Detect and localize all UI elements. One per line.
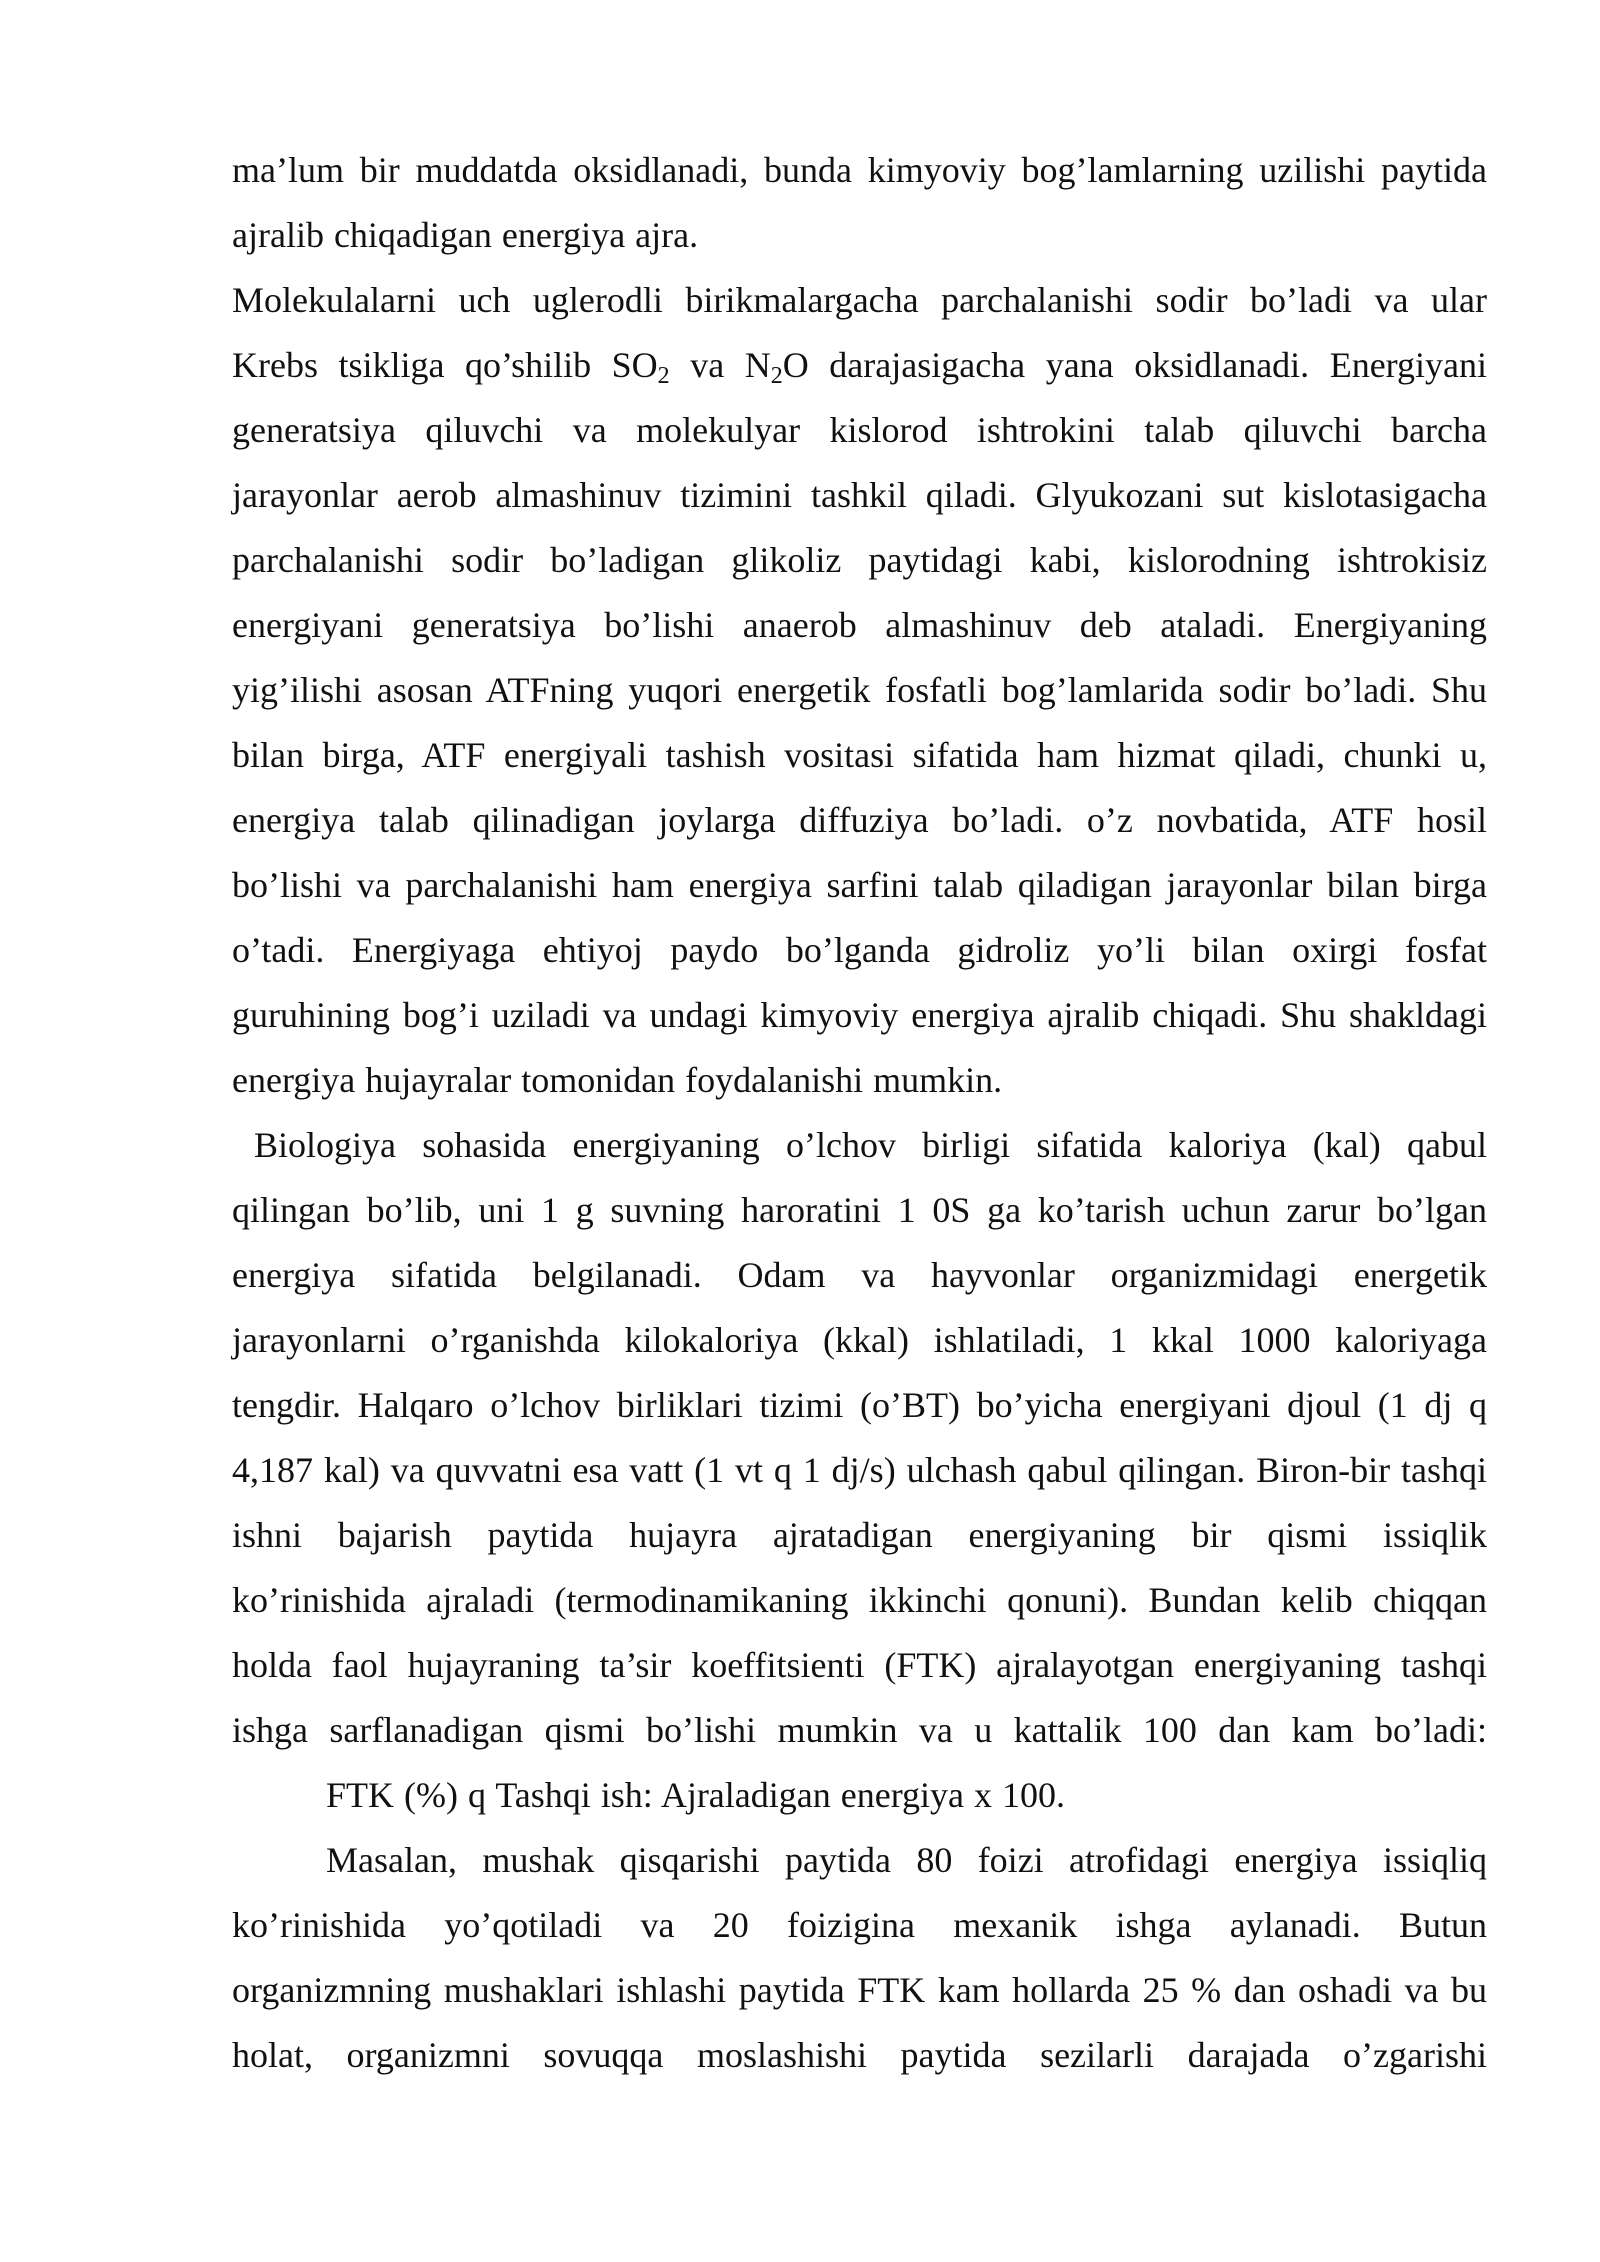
text-line: jarayonlarni o’rganishda kilokaloriya (kkal) ishlatiladi, 1 kkal 1000 kaloriyaga <box>232 1320 1487 1360</box>
text-fragment: va N <box>669 345 771 385</box>
formula-line: FTK (%) q Tashqi ish: Ajraladigan energiya x 100. <box>326 1775 1066 1815</box>
paragraph-1 <box>232 138 1487 268</box>
text-line: yig’ilishi asosan ATFning yuqori energetik fosfatli bog’lamlarida sodir bo’ladi. Shu <box>232 670 1487 710</box>
subscript: 2 <box>770 363 783 389</box>
text-line: parchalanishi sodir bo’ladigan glikoliz paytidagi kabi, kislorodning ishtrokisiz <box>232 540 1487 580</box>
text-line: ko’rinishida ajraladi (termodinamikaning ikkinchi qonuni). Bundan kelib chiqqan <box>232 1580 1487 1620</box>
text-line: ajralib chiqadigan energiya ajra. <box>232 215 699 255</box>
text-line: bilan birga, ATF energiyali tashish vositasi sifatida ham hizmat qiladi, chunki u, <box>232 735 1487 775</box>
text-line: ishga sarflanadigan qismi bo’lishi mumkin va u kattalik 100 dan kam bo’ladi: <box>232 1710 1487 1750</box>
text-line: organizmning mushaklari ishlashi paytida FTK kam hollarda 25 % dan oshadi va bu <box>232 1970 1487 2010</box>
text-line: qilingan bo’lib, uni 1 g suvning haroratini 1 0S ga ko’tarish uchun zarur bo’lgan <box>232 1190 1487 1230</box>
text-fragment: O darajasigacha yana oksidlanadi. Energiyani <box>782 345 1488 385</box>
text-line: ishni bajarish paytida hujayra ajratadigan energiyaning bir qismi issiqlik <box>232 1515 1487 1555</box>
text-line: Molekulalarni uch uglerodli birikmalargacha parchalanishi sodir bo’ladi va ular <box>232 280 1487 320</box>
text-line: holda faol hujayraning ta’sir koeffitsienti (FTK) ajralayotgan energiyaning tashqi <box>232 1645 1487 1685</box>
paragraph-formula <box>232 1763 1487 1828</box>
text-line: tengdir. Halqaro o’lchov birliklari tizimi (o’BT) bo’yicha energiyani djoul (1 dj q <box>232 1385 1487 1425</box>
paragraph-3 <box>232 1113 1487 1763</box>
text-line: energiyani generatsiya bo’lishi anaerob almashinuv deb ataladi. Energiyaning <box>232 605 1487 645</box>
text-line: bo’lishi va parchalanishi ham energiya sarfini talab qiladigan jarayonlar bilan birga <box>232 865 1487 905</box>
document-page <box>232 138 1487 2088</box>
text-line-formula <box>232 333 1487 398</box>
text-line: ko’rinishida yo’qotiladi va 20 foizigina mexanik ishga aylanadi. Butun <box>232 1905 1487 1945</box>
text-line: 4,187 kal) va quvvatni esa vatt (1 vt q 1 dj/s) ulchash qabul qilingan. Biron-bir tashqi <box>232 1450 1487 1490</box>
text-line: ma’lum bir muddatda oksidlanadi, bunda kimyoviy bog’lamlarning uzilishi paytida <box>232 150 1487 190</box>
text-line: energiya sifatida belgilanadi. Odam va hayvonlar organizmidagi energetik <box>232 1255 1487 1295</box>
paragraph-5 <box>232 1828 1487 2088</box>
text-line: o’tadi. Energiyaga ehtiyoj paydo bo’lganda gidroliz yo’li bilan oxirgi fosfat <box>232 930 1487 970</box>
text-fragment: Krebs tsikliga qo’shilib SO <box>232 345 658 385</box>
text-line: guruhining bog’i uziladi va undagi kimyoviy energiya ajralib chiqadi. Shu shakldagi <box>232 995 1487 1035</box>
subscript: 2 <box>657 363 670 389</box>
text-line: generatsiya qiluvchi va molekulyar kislorod ishtrokini talab qiluvchi barcha <box>232 410 1487 450</box>
text-line: energiya hujayralar tomonidan foydalanishi mumkin. <box>232 1060 1003 1100</box>
text-line: Masalan, mushak qisqarishi paytida 80 foizi atrofidagi energiya issiqliq <box>326 1840 1487 1880</box>
text-line: holat, organizmni sovuqqa moslashishi paytida sezilarli darajada o’zgarishi <box>232 2035 1487 2075</box>
text-line: jarayonlar aerob almashinuv tizimini tashkil qiladi. Glyukozani sut kislotasigacha <box>232 475 1487 515</box>
paragraph-2 <box>232 268 1487 1113</box>
text-line: energiya talab qilinadigan joylarga diffuziya bo’ladi. o’z novbatida, ATF hosil <box>232 800 1487 840</box>
text-line: Biologiya sohasida energiyaning o’lchov birligi sifatida kaloriya (kal) qabul <box>254 1125 1487 1165</box>
